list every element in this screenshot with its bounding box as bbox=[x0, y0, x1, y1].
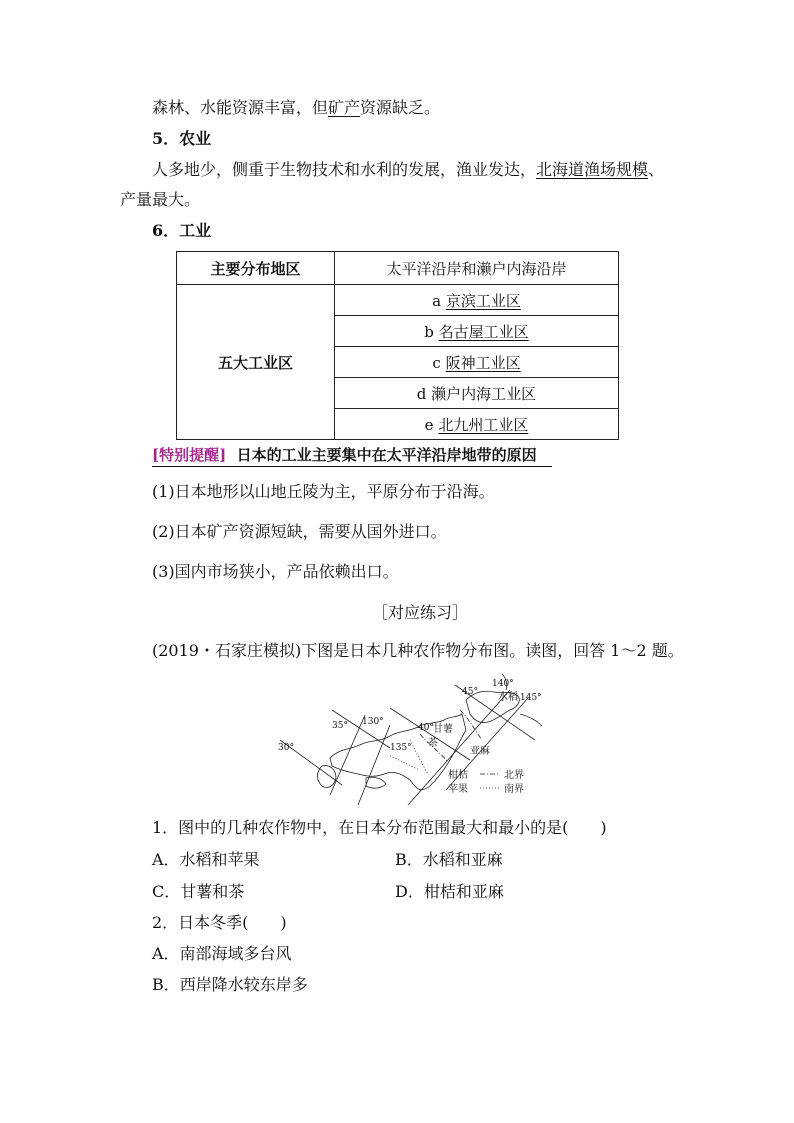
lon-label: 140° bbox=[492, 679, 514, 689]
table-head-right: 太平洋沿岸和濑户内海沿岸 bbox=[335, 252, 619, 285]
crop-label: 茶 bbox=[428, 738, 438, 749]
question-2-stem: 2．日本冬季( ) bbox=[152, 913, 287, 932]
crop-distribution-map bbox=[270, 670, 560, 810]
resource-text-post: 资源缺乏。 bbox=[360, 98, 441, 117]
agriculture-text-post: 、 bbox=[648, 160, 665, 179]
question-2-option-b: B．西岸降水较东岸多 bbox=[152, 975, 308, 994]
special-note bbox=[152, 444, 552, 467]
shikoku-outline bbox=[366, 777, 386, 788]
crop-label: 甘薯 bbox=[433, 724, 453, 735]
crop-label: 柑桔 bbox=[448, 770, 468, 781]
practice-heading: ［对应练习］ bbox=[372, 603, 469, 622]
table-row: c 阪神工业区 bbox=[335, 347, 619, 378]
crop-label: 苹果 bbox=[448, 784, 468, 795]
reason-2: (2)日本矿产资源短缺，需要从国外进口。 bbox=[152, 522, 447, 541]
reason-3: (3)国内市场狭小，产品依赖出口。 bbox=[152, 562, 399, 581]
graticule-line bbox=[358, 725, 390, 805]
section-5-title: 5．农业 bbox=[152, 129, 212, 148]
question-1-option-a: A．水稻和苹果 bbox=[152, 850, 260, 869]
resource-text-underlined: 矿产 bbox=[328, 98, 361, 117]
agriculture-line-1 bbox=[152, 160, 664, 180]
lon-label: 135° bbox=[390, 743, 412, 753]
special-note-text: 日本的工业主要集中在太平洋沿岸地带的原因 bbox=[236, 446, 537, 464]
lat-label: 35° bbox=[332, 721, 348, 731]
table-group-cell: 五大工业区 bbox=[177, 285, 335, 440]
question-1-stem: 1．图中的几种农作物中，在日本分布范围最大和最小的是( ) bbox=[152, 818, 607, 837]
table-row: b 名古屋工业区 bbox=[335, 316, 619, 347]
crop-south-boundary-2 bbox=[390, 756, 420, 770]
special-note-tag: [特别提醒] bbox=[152, 446, 227, 464]
lat-label: 30° bbox=[278, 743, 294, 753]
practice-intro: (2019・石家庄模拟)下图是日本几种农作物分布图。读图，回答 1～2 题。 bbox=[152, 641, 684, 660]
lat-label: 40° bbox=[418, 723, 434, 733]
question-2-option-a: A．南部海域多台风 bbox=[152, 944, 292, 963]
table-row: e 北九州工业区 bbox=[335, 409, 619, 440]
table-row: d 濑户内海工业区 bbox=[335, 378, 619, 409]
table-head-left: 主要分布地区 bbox=[177, 252, 335, 285]
kuril-outline bbox=[520, 714, 542, 726]
reason-1: (1)日本地形以山地丘陵为主，平原分布于沿海。 bbox=[152, 482, 495, 501]
question-1-option-c: C．甘薯和茶 bbox=[152, 882, 245, 901]
agriculture-text-underlined: 北海道渔场规模 bbox=[536, 160, 649, 179]
lat-label: 45° bbox=[462, 687, 478, 697]
section-6-title: 6．工业 bbox=[152, 221, 212, 240]
industry-table bbox=[176, 251, 619, 440]
crop-south-boundary bbox=[410, 740, 428, 774]
resource-line bbox=[152, 98, 440, 118]
question-1-option-d: D．柑桔和亚麻 bbox=[395, 882, 504, 901]
agriculture-text-pre: 人多地少，侧重于生物技术和水利的发展，渔业发达， bbox=[152, 160, 537, 179]
legend-south-label: 南界 bbox=[504, 784, 524, 795]
agriculture-line-2: 产量最大。 bbox=[120, 190, 201, 209]
legend-north-label: 北界 bbox=[504, 770, 524, 781]
table-row: a 京滨工业区 bbox=[335, 285, 619, 316]
resource-text-pre: 森林、水能资源丰富，但 bbox=[152, 98, 329, 117]
crop-label: 亚麻 bbox=[470, 746, 490, 757]
question-1-option-b: B．水稻和亚麻 bbox=[395, 850, 503, 869]
lon-label: 145° bbox=[520, 693, 542, 703]
crop-label: 水稻 bbox=[498, 692, 518, 703]
lon-label: 130° bbox=[362, 717, 384, 727]
